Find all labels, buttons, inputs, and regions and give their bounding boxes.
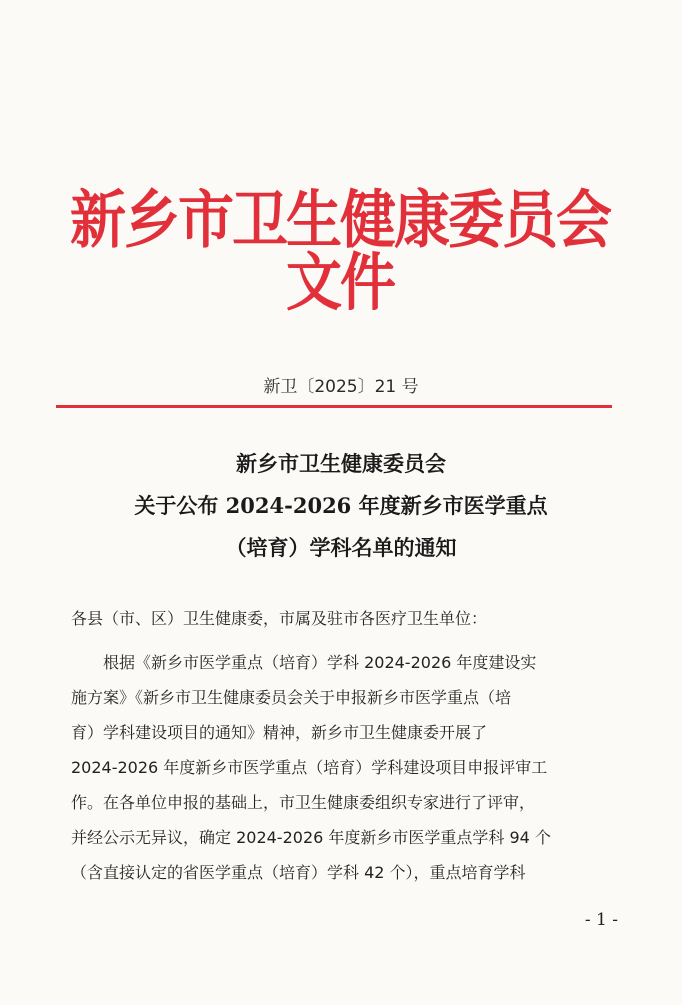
notice-title-line-3: （培育）学科名单的通知 bbox=[225, 535, 457, 560]
red-divider-line bbox=[56, 405, 612, 408]
body-line: 2024-2026 年度新乡市医学重点（培育）学科建设项目申报评审工 bbox=[71, 758, 548, 777]
notice-title bbox=[60, 443, 622, 569]
notice-title-line-1: 新乡市卫生健康委员会 bbox=[236, 451, 446, 476]
issuing-authority-header: 新乡市卫生健康委员会文件 bbox=[70, 184, 610, 320]
body-line: （含直接认定的省医学重点（培育）学科 42 个），重点培育学科 bbox=[71, 863, 526, 882]
body-line: 作。在各单位申报的基础上，市卫生健康委组织专家进行了评审， bbox=[71, 793, 536, 812]
body-line: 施方案》《新乡市卫生健康委员会关于申报新乡市医学重点（培 bbox=[71, 688, 512, 707]
body-line: 并经公示无异议，确定 2024-2026 年度新乡市医学重点学科 94 个 bbox=[71, 828, 551, 847]
document-number: 新卫〔2025〕21 号 bbox=[263, 377, 419, 397]
page-number: - 1 - bbox=[584, 910, 618, 930]
body-line: 育）学科建设项目的通知》精神，新乡市卫生健康委开展了 bbox=[71, 723, 488, 742]
body-line: 根据《新乡市医学重点（培育）学科 2024-2026 年度建设实 bbox=[71, 653, 537, 672]
notice-title-line-2: 关于公布 2024-2026 年度新乡市医学重点 bbox=[134, 493, 548, 518]
salutation: 各县（市、区）卫生健康委，市属及驻市各医疗卫生单位： bbox=[71, 609, 488, 628]
body-paragraph bbox=[71, 645, 631, 890]
